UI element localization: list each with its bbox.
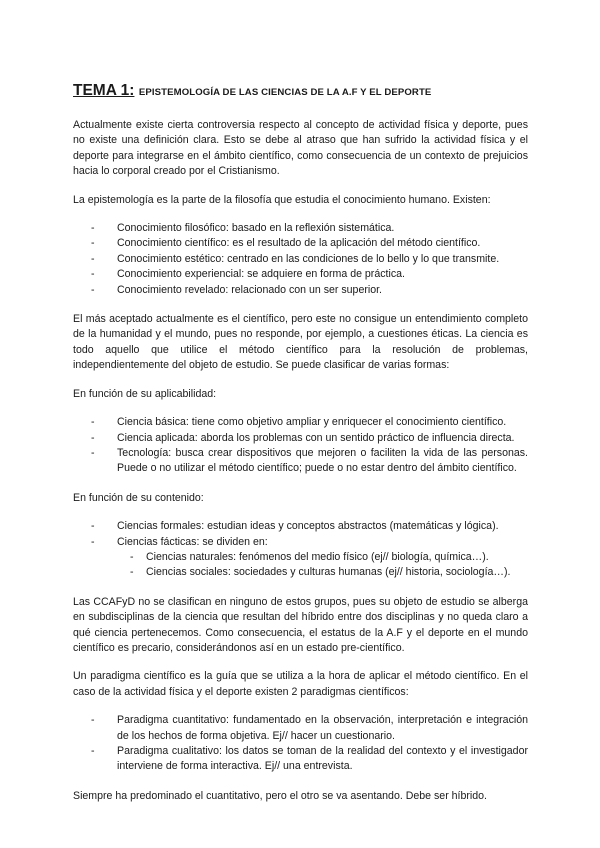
bullet-dash: - xyxy=(91,520,95,533)
paradigm-list xyxy=(73,713,528,775)
list-item: - Paradigma cuantitativo: fundamentado en la observación, interpretación e integración de los hechos de forma objetiva. Ej// hacer un cuestionario. xyxy=(91,714,528,742)
list-item: - Ciencia aplicada: aborda los problemas con un sentido práctico de influencia directa. xyxy=(91,431,528,446)
bullet-dash: - xyxy=(91,283,95,296)
list-item: - Ciencia básica: tiene como objetivo ampliar y enriquecer el conocimiento científico. xyxy=(91,415,528,430)
title-text: EPISTEMOLOGÍA DE LAS CIENCIAS DE LA A.F Y EL DEPORTE xyxy=(138,87,432,98)
bullet-dash: - xyxy=(91,431,95,444)
list-item: - Conocimiento estético: centrado en las condiciones de lo bello y lo que transmite. xyxy=(91,252,528,267)
bullet-dash: - xyxy=(91,222,95,235)
bullet-dash: - xyxy=(130,566,134,579)
list-item: - Paradigma cualitativo: los datos se toman de la realidad del contexto y el investigador interviene de forma interactiva. Ej// una entrevista. xyxy=(91,745,528,773)
sub-list-item: - Ciencias sociales: sociedades y culturas humanas (ej// historia, sociología…). xyxy=(130,565,528,580)
bullet-dash: - xyxy=(91,268,95,281)
bullet-dash: - xyxy=(91,237,95,250)
knowledge-types-list xyxy=(73,221,528,298)
bullet-dash: - xyxy=(130,550,134,563)
bullet-dash: - xyxy=(91,714,95,727)
intro-paragraph: Actualmente existe cierta controversia respecto al concepto de actividad física y deporte, pues no existe una definición clara. Esto se debe al atraso que han sufrido la actividad física y el deporte para integrarse en el ámbito científico, como consecuencia de un contexto de prejuicios hacia lo corporal creado por el Cristianismo. xyxy=(73,119,528,178)
applicability-list xyxy=(73,415,528,477)
list-item: - Conocimiento revelado: relacionado con un ser superior. xyxy=(91,283,528,298)
page-title xyxy=(73,82,528,102)
list-item: - Conocimiento científico: es el resultado de la aplicación del método científico. xyxy=(91,236,528,251)
bullet-dash: - xyxy=(91,252,95,265)
paradigm-paragraph: Un paradigma científico es la guía que se utiliza a la hora de aplicar el método científico. En el caso de la actividad física y el deporte existen 2 paradigmas científicos: xyxy=(73,670,528,698)
ccafyd-paragraph: Las CCAFyD no se clasifican en ninguno de estos grupos, pues su objeto de estudio se alberga en subdisciplinas de la ciencia que resultan del híbrido entre dos disciplinas y no queda claro a qué ciencia pertenecemos. Como consecuencia, el estatus de la A.F y el deporte en el mundo científico es precario, considerándonos así en un estado pre-científico. xyxy=(73,595,528,654)
list-item: - Ciencias formales: estudian ideas y conceptos abstractos (matemáticas y lógica). xyxy=(91,519,528,534)
content-heading: En función de su contenido: xyxy=(73,491,204,504)
title-number: TEMA 1: xyxy=(73,82,135,99)
closing-paragraph: Siempre ha predominado el cuantitativo, pero el otro se va asentando. Debe ser híbrido. xyxy=(73,789,487,802)
bullet-dash: - xyxy=(91,745,95,757)
list-item: - Conocimiento filosófico: basado en la reflexión sistemática. xyxy=(91,221,528,236)
content-list xyxy=(73,519,528,581)
bullet-dash: - xyxy=(91,535,95,548)
list-item: - Conocimiento experiencial: se adquiere en forma de práctica. xyxy=(91,267,528,282)
sub-list-item: - Ciencias naturales: fenómenos del medio físico (ej// biología, química…). xyxy=(130,550,528,565)
list-item: - Tecnología: busca crear dispositivos que mejoren o faciliten la vida de las personas. Puede o no utilizar el método científico; puede o no estar dentro del ámbito científico. xyxy=(91,446,528,475)
scientific-paragraph: El más aceptado actualmente es el científico, pero este no consigue un entendimiento completo de la humanidad y el mundo, pues no responde, por ejemplo, a cuestiones éticas. La ciencia es todo aquello que utilice el método científico para la resolución de problemas, independientemente del objeto de estudio. Se puede clasificar de varias formas: xyxy=(73,313,528,372)
bullet-dash: - xyxy=(91,416,95,429)
epistemology-paragraph: La epistemología es la parte de la filosofía que estudia el conocimiento humano. Existen: xyxy=(73,193,491,206)
bullet-dash: - xyxy=(91,446,95,459)
list-item: - Ciencias fácticas: se dividen en: xyxy=(91,535,528,550)
applicability-heading: En función de su aplicabilidad: xyxy=(73,387,217,400)
